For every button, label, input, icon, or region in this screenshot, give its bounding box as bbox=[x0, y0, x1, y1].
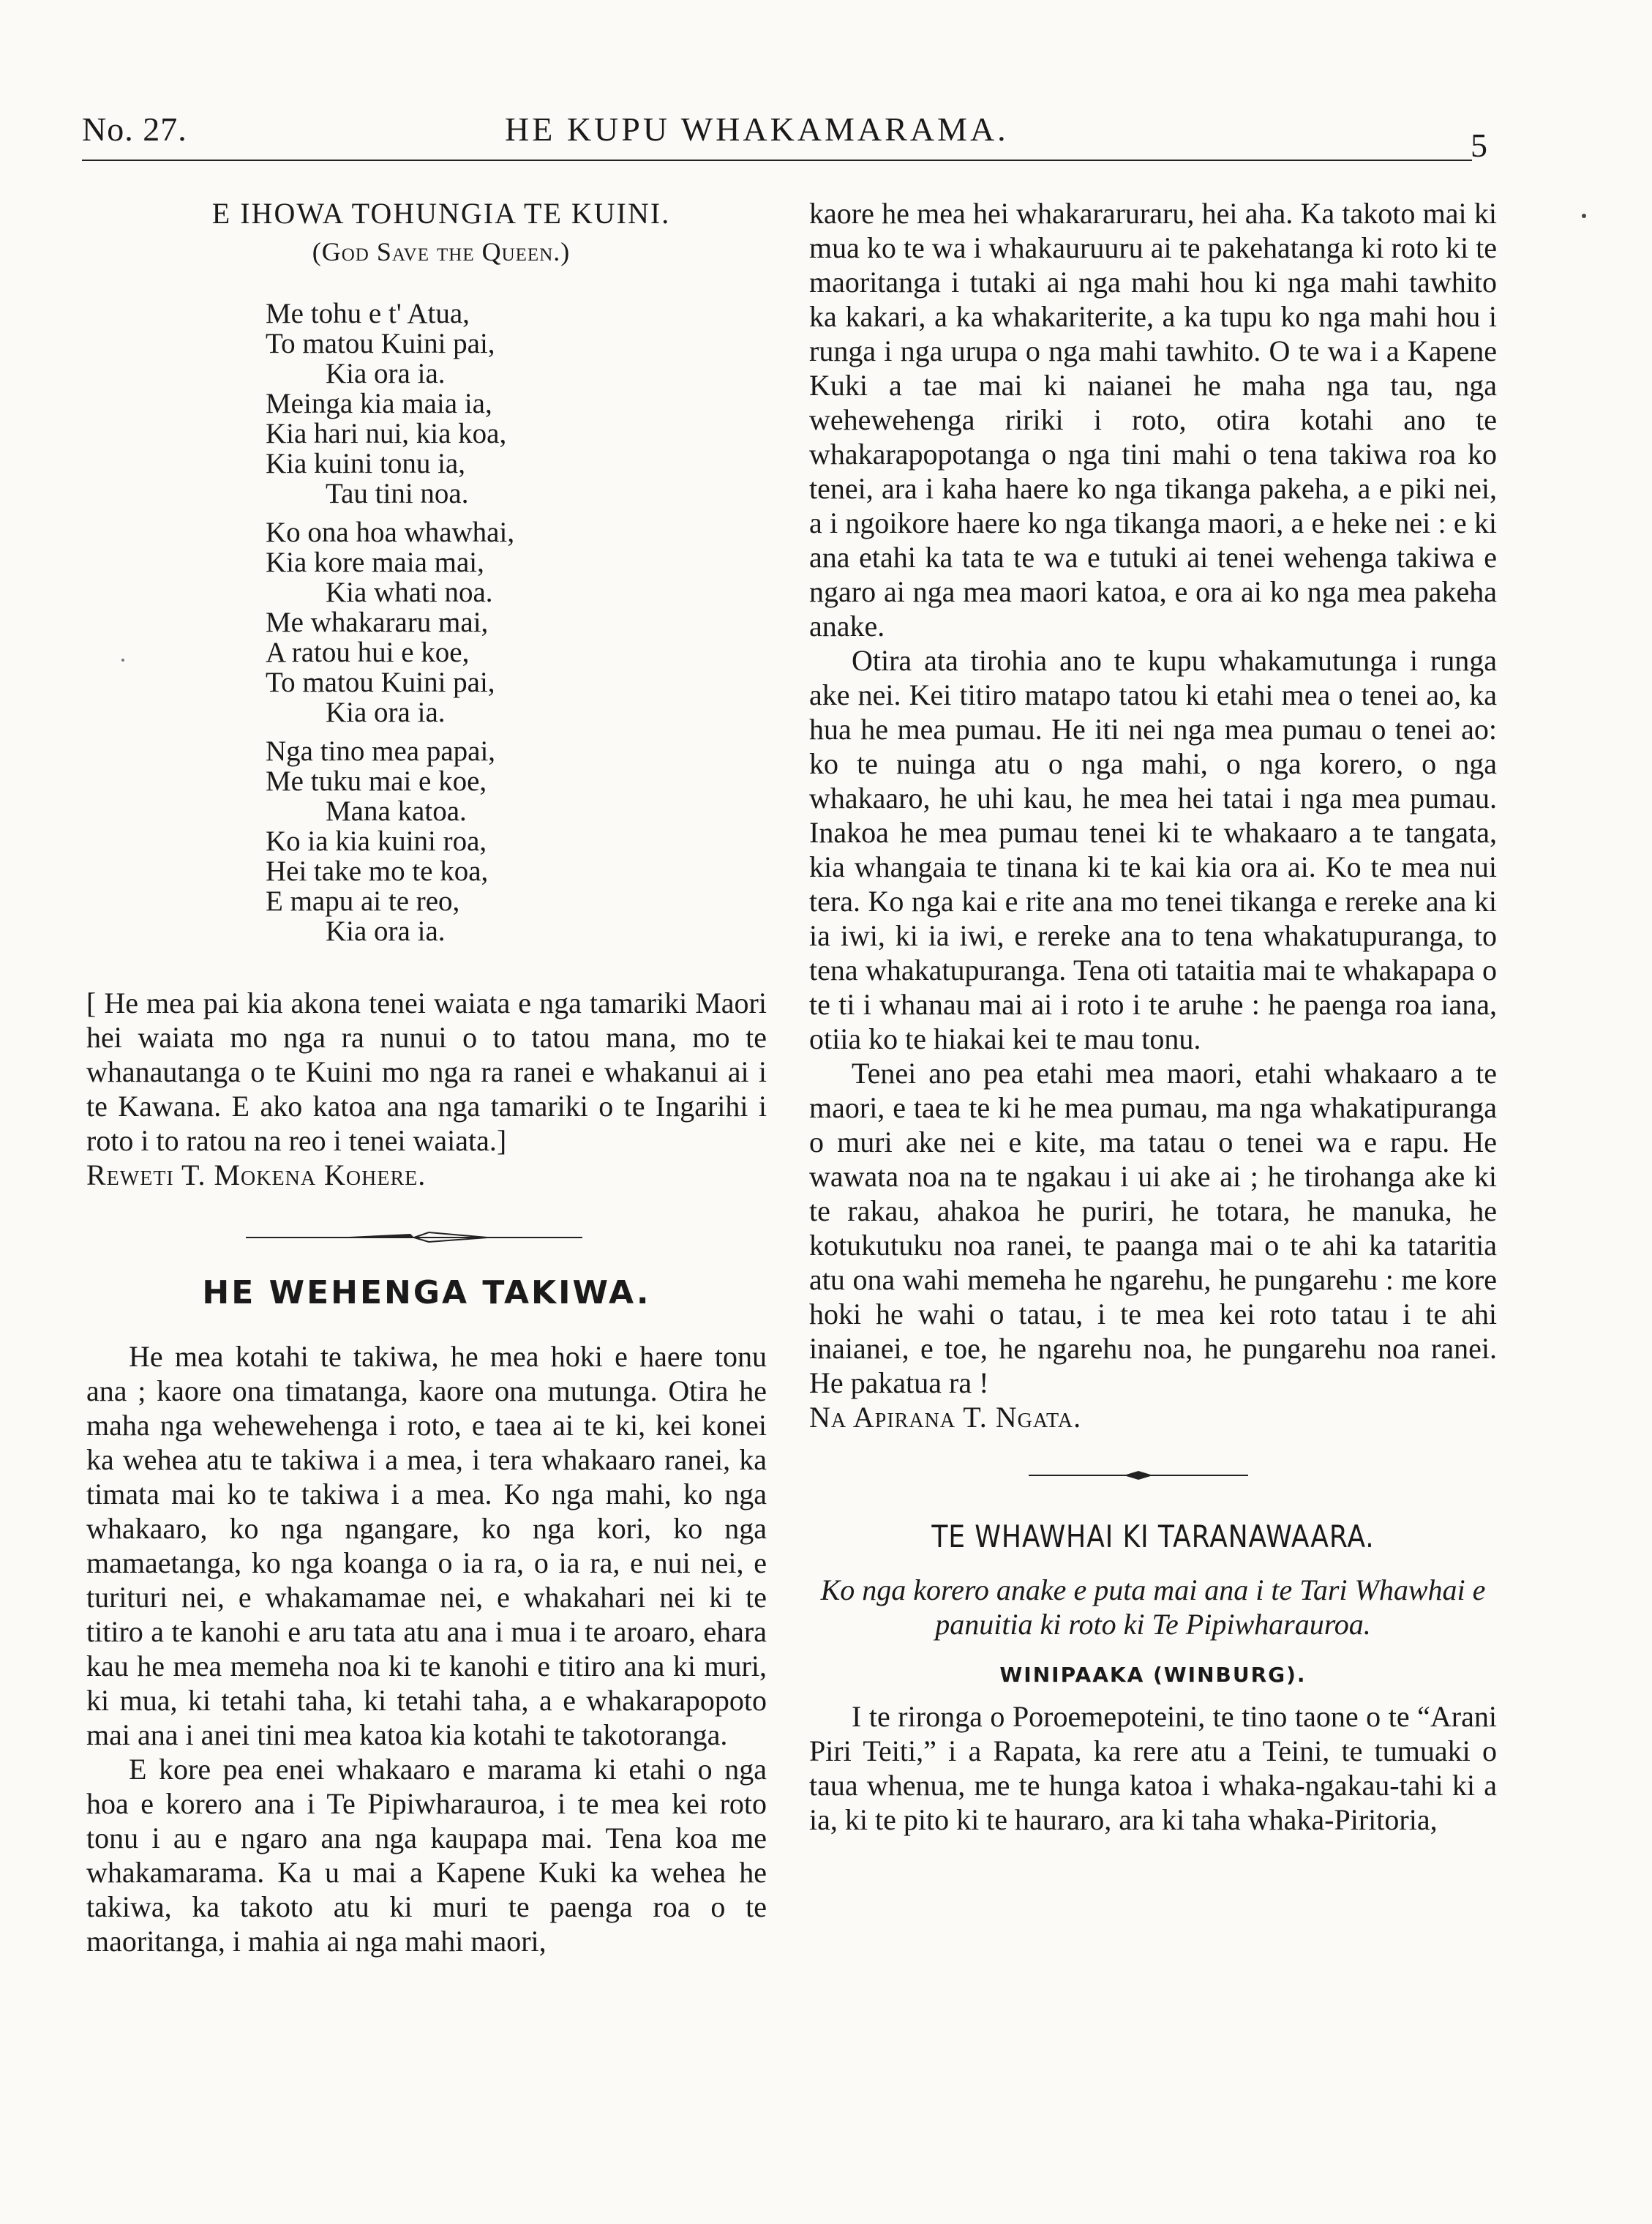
article-paragraph: Tenei ano pea etahi mea maori, etahi whakaaro a te maori, e taea te ki he mea pumau, ma nga whakatipuranga o muri ake nei e kite, ma tatau o tenei wa e rapu. He wawata noa na te ngakau i ui ake ai ; he tirohanga ake ki te rakau, ahakoa he puriri, he totara, he manuka, he kotukutuku noa ranei, te paanga mai o te ahi ka tataritia atu ona wahi memeha he ngarehu, he pungarehu : me kore hoki he wahi o tatau, i te mea kei roto tatau i te ahi inaianei, e toe, he ngarehu noa, he pungarehu noa ranei. He pakatua ra ! bbox=[809, 1057, 1497, 1399]
verse-line: Kia ora ia. bbox=[326, 697, 446, 728]
verse-line: A ratou hui e koe, bbox=[266, 637, 470, 668]
verse-line: Hei take mo te koa, bbox=[266, 855, 489, 887]
verse-line: Mana katoa. bbox=[326, 795, 467, 827]
verse-line: Meinga kia maia ia, bbox=[266, 388, 492, 419]
anthem-note bbox=[86, 986, 767, 1192]
article-body-right bbox=[809, 196, 1497, 1434]
anthem-title: E IHOWA TOHUNGIA TE KUINI. bbox=[211, 197, 671, 230]
verse-line: Me whakararu mai, bbox=[266, 607, 489, 638]
section-divider-ornament bbox=[1029, 1468, 1248, 1483]
verse-line: Kia hari nui, kia koa, bbox=[266, 418, 507, 449]
article-body-left bbox=[86, 1339, 767, 1958]
article-title: TE WHAWHAI KI TARANAWAARA. bbox=[931, 1519, 1375, 1554]
anthem-stanza-2 bbox=[266, 517, 767, 727]
verse-line: Nga tino mea papai, bbox=[266, 735, 496, 767]
article-signature: Na Apirana T. Ngata. bbox=[809, 1401, 1082, 1434]
anthem-signature: Reweti T. Mokena Kohere. bbox=[86, 1158, 427, 1191]
verse-line: E mapu ai te reo, bbox=[266, 886, 460, 917]
article-paragraph: E kore pea enei whakaaro e marama ki etahi o nga hoa e korero ana i Te Pipiwharauroa, i te mea kei roto tonu i au e ngaro ana nga kaupapa mai. Tena koa me whakamarama. Ka u mai a Kapene Kuki ka wehea he takiwa, ka takoto atu ki muri te paenga roa o te maoritanga, i mahia ai nga mahi maori, bbox=[86, 1753, 767, 1958]
verse-line: Me tuku mai e koe, bbox=[266, 765, 487, 797]
article-paragraph: kaore he mea hei whakararuraru, hei aha. Ka takoto mai ki mua ko te wa i whakauruuru ai te pakehatanga ki roto ki te maoritanga i tutaki ai nga mahi hou ki nga mahi tawhito ka kakari, a ka whakariterite, a ka tupu ko nga mahi hou i runga i nga urupa o nga mahi tawhito. O te wa i a Kapene Kuki a tae mai ki naianei he maha nga tau, nga wehewehenga ririki i roto, otira kotahi ano te whakarapopotanga o nga tini mahi o tena takiwa roa ko tenei, ara i kaha haere ko nga tikanga pakeha, a e piki nei, a i ngoikore haere ko nga tikanga maori, a e heke nei : e ki ana etahi ka tata te wa e tutuki ai tenei wehenga takiwa e ngaro ai nga mea maori katoa, e ora ai ko nga mea pakeha anake. bbox=[809, 197, 1497, 643]
verse-line: Kia kore maia mai, bbox=[266, 547, 484, 578]
article-paragraph: He mea kotahi te takiwa, he mea hoki e haere tonu ana ; kaore ona timatanga, kaore ona mutunga. Otira he maha nga wehewehenga i roto, e taea ai te ki, kei konei ka wehea atu te takiwa i a mea, i tera whakaaro ranei, ka timata mai ko te takiwa i a mea. Ko nga mahi, ko nga whakaaro, ko nga ngangare, ko nga kori, ko nga mamaetanga, ko nga koanga o ia ra, o ia ra, e nui nei, e turituri nei, e whakamamae nei, e whakahari nei ki te titiro a te kanohi e aru tata atu ana i mua i te aroaro, ehara kau he mea memeha noa ki te kanohi e titiro ana ki muri, ki mua, ki tetahi taha, ki tetahi taha, a e whakarapopoto mai ana i anei tini mea katoa kia kotahi te takotoranga. bbox=[86, 1340, 767, 1751]
verse-line: Ko ia kia kuini roa, bbox=[266, 825, 487, 857]
header-rule bbox=[82, 160, 1472, 161]
section-divider-ornament bbox=[246, 1230, 582, 1245]
publication-title: HE KUPU WHAKAMARAMA. bbox=[505, 111, 1009, 148]
verse-line: To matou Kuini pai, bbox=[266, 667, 495, 698]
verse-line: Kia ora ia. bbox=[326, 358, 446, 389]
issue-number: No. 27. bbox=[82, 111, 187, 148]
anthem-note-text: [ He mea pai kia akona tenei waiata e nga tamariki Maori hei waiata mo nga ra nunui o to tatou mana, mo te whanautanga o te Kuini mo nga ra ranei e whakanui ai i te Kawana. E ako katoa ana nga tamariki o te Ingarihi i roto i to ratou na reo i tenei waiata.] bbox=[86, 986, 767, 1157]
left-column bbox=[86, 196, 767, 1958]
verse-line: To matou Kuini pai, bbox=[266, 328, 495, 359]
anthem-stanza-1 bbox=[266, 299, 767, 509]
page-number: 5 bbox=[1471, 127, 1487, 164]
article-body bbox=[809, 1699, 1497, 1837]
article-title: HE WEHENGA TAKIWA. bbox=[202, 1274, 651, 1311]
verse-line: Tau tini noa. bbox=[326, 478, 469, 509]
article-paragraph: Otira ata tirohia ano te kupu whakamutunga i runga ake nei. Kei titiro matapo tatou ki etahi mea o tenei ao, ka hua he mea pumau. He iti nei nga mea pumau o tenei ao: ko te nuinga atu o nga mahi, o nga korero, o nga whakaaro, he uhi kau, he mea hei tatai i nga mea pumau. Inakoa he mea pumau tenei ki te whakaaro a te tangata, kia whangaia te tinana ki te kai kia ora ai. Ko te mea nui tera. Ko nga kai e rite ana mo tenei tikanga e rereke ana ki ia iwi, ki ia iwi, e rereke ana to tena whakatupuranga, to tena whakatupuranga. Tena oti tataitia mai te whakapapa o te ti i whanau mai ai i roto i te aruhe : he paenga roa iana, otiia ko te hiakai kei te mau tonu. bbox=[809, 644, 1497, 1055]
right-column bbox=[809, 196, 1497, 1837]
verse-line: Me tohu e t' Atua, bbox=[266, 298, 470, 329]
print-speck bbox=[1582, 214, 1586, 218]
verse-line: Kia ora ia. bbox=[326, 916, 446, 947]
article-paragraph: I te rironga o Poroemepoteini, te tino taone o te “Arani Piri Teiti,” i a Rapata, ka rere atu a Teini, te tumuaki o taua whenua, me te hunga katoa i whaka-ngakau-tahi ki a ia, ki te pito ki te hauraro, ara ki taha whaka-Piritoria, bbox=[809, 1700, 1497, 1836]
anthem-stanza-3 bbox=[266, 736, 767, 946]
article-subhead: WINIPAAKA (WINBURG). bbox=[999, 1663, 1307, 1687]
verse-line: Ko ona hoa whawhai, bbox=[266, 517, 515, 548]
anthem-subtitle: (God Save the Queen.) bbox=[312, 237, 571, 266]
verse-line: Kia whati noa. bbox=[326, 577, 493, 608]
verse-line: Kia kuini tonu ia, bbox=[266, 448, 465, 479]
article-lede: Ko nga korero anake e puta mai ana i te Tari Whawhai e panuitia ki roto ki Te Pipiwharauroa. bbox=[820, 1573, 1486, 1641]
